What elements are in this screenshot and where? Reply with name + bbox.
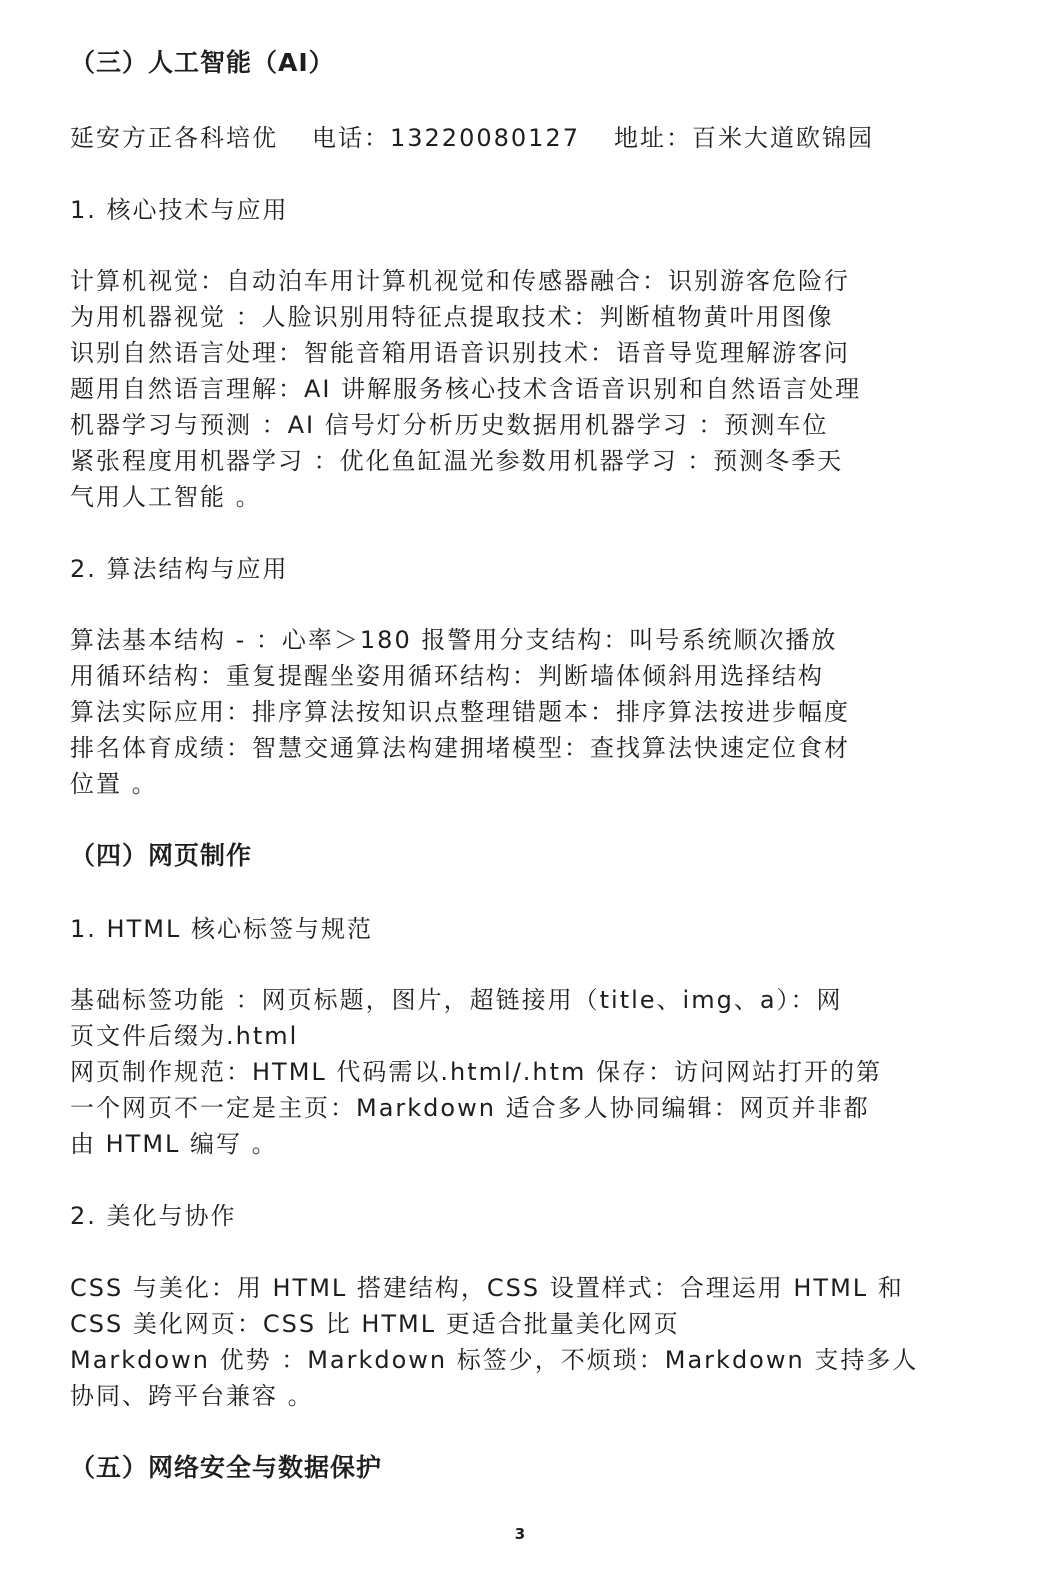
paragraph-line: 气用人工智能 。 (70, 483, 262, 511)
subsection-css-title: 2. 美化与协作 (70, 1202, 237, 1230)
paragraph-line: CSS 与美化：用 HTML 搭建结构，CSS 设置样式：合理运用 HTML 和 (70, 1274, 904, 1302)
paragraph-line: 协同、跨平台兼容 。 (70, 1382, 314, 1410)
paragraph-line: 紧张程度用机器学习 ：优化鱼缸温光参数用机器学习 ：预测冬季天 (70, 447, 844, 475)
paragraph-line: 位置 。 (70, 770, 158, 798)
paragraph-line: 用循环结构：重复提醒坐姿用循环结构：判断墙体倾斜用选择结构 (70, 662, 824, 690)
paragraph-line: 机器学习与预测 ：AI 信号灯分析历史数据用机器学习 ：预测车位 (70, 411, 829, 439)
paragraph-line: CSS 美化网页：CSS 比 HTML 更适合批量美化网页 (70, 1310, 680, 1338)
subsection-core-tech-title: 1. 核心技术与应用 (70, 196, 289, 224)
paragraph-line: 由 HTML 编写 。 (70, 1130, 278, 1158)
paragraph-line: 为用机器视觉 ：人脸识别用特征点提取技术：判断植物黄叶用图像 (70, 303, 834, 331)
paragraph-line: Markdown 优势 ：Markdown 标签少，不烦琐：Markdown 支持多人 (70, 1346, 919, 1374)
subsection-html-title: 1. HTML 核心标签与规范 (70, 915, 373, 943)
paragraph-line: 题用自然语言理解：AI 讲解服务核心技术含语音识别和自然语言处理 (70, 375, 862, 403)
contact-info-line (70, 123, 970, 153)
paragraph-line: 基础标签功能 ：网页标题，图片，超链接用（title、img、a）：网 (70, 986, 843, 1014)
address: 地址：百米大道欧锦园 (613, 124, 874, 152)
paragraph-line: 一个网页不一定是主页：Markdown 适合多人协同编辑：网页并非都 (70, 1094, 870, 1122)
page-number: 3 (514, 1525, 526, 1543)
paragraph-line: 排名体育成绩：智慧交通算法构建拥堵模型：查找算法快速定位食材 (70, 734, 850, 762)
section-4-heading: （四）网页制作 (70, 841, 253, 870)
paragraph-line: 识别自然语言处理：智能音箱用语音识别技术：语音导览理解游客问 (70, 339, 850, 367)
paragraph-line: 算法基本结构 - ：心率＞180 报警用分支结构：叫号系统顺次播放 (70, 626, 838, 654)
phone-number: 电话：13220080127 (312, 124, 580, 152)
paragraph-line: 页文件后缀为.html (70, 1022, 299, 1050)
section-5-heading: （五）网络安全与数据保护 (70, 1453, 383, 1482)
subsection-algorithm-title: 2. 算法结构与应用 (70, 555, 289, 583)
section-3-heading: （三）人工智能（AI） (70, 48, 335, 77)
paragraph-line: 算法实际应用：排序算法按知识点整理错题本：排序算法按进步幅度 (70, 698, 850, 726)
paragraph-line: 计算机视觉：自动泊车用计算机视觉和传感器融合：识别游客危险行 (70, 267, 850, 295)
school-name: 延安方正各科培优 (70, 124, 278, 152)
paragraph-line: 网页制作规范：HTML 代码需以.html/.htm 保存：访问网站打开的第 (70, 1058, 883, 1086)
